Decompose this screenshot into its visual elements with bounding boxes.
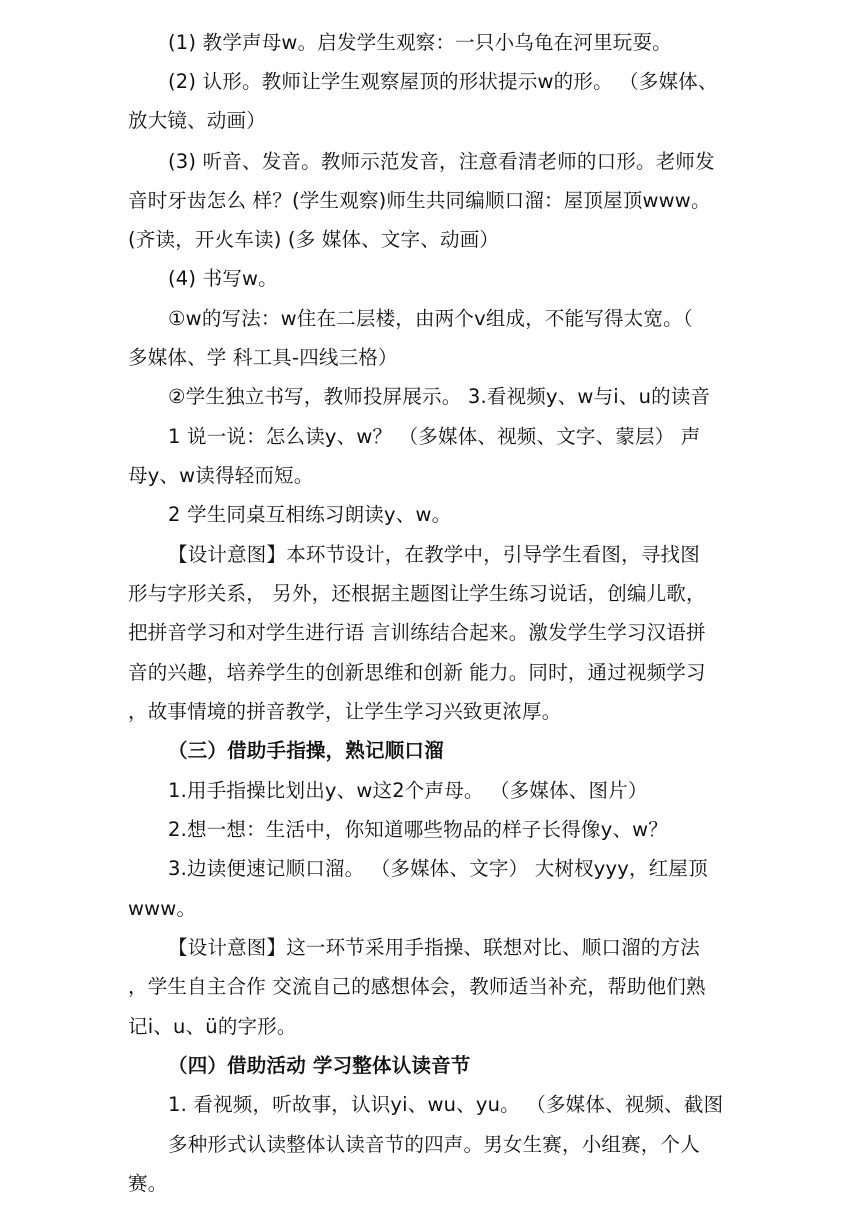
paragraph-line: 音的兴趣，培养学生的创新思维和创新 能力。同时，通过视频学习 [128, 661, 706, 684]
paragraph-line: 音时牙齿怎么 样？(学生观察)师生共同编顺口溜：屋顶屋顶www。 [128, 189, 711, 212]
paragraph-line: 形与字形关系， 另外，还根据主题图让学生练习说话，创编儿歌， [128, 582, 706, 605]
paragraph-line: 【设计意图】本环节设计，在教学中，引导学生看图，寻找图 [168, 543, 700, 566]
paragraph-line: 2.想一想：生活中，你知道哪些物品的样子长得像y、w？ [168, 818, 668, 841]
paragraph-line: 【设计意图】这一环节采用手指操、联想对比、顺口溜的方法 [168, 936, 700, 959]
paragraph-line: 记i、u、ü的字形。 [128, 1015, 297, 1038]
paragraph-line: ，故事情境的拼音教学，让学生学习兴致更浓厚。 [128, 700, 562, 723]
paragraph-line: 1. 看视频，听故事，认识yi、wu、yu。 （多媒体、视频、截图 [168, 1093, 724, 1116]
paragraph-line: 多媒体、学 科工具-四线三格） [128, 346, 398, 369]
paragraph-line: 母y、w读得轻而短。 [128, 464, 314, 487]
paragraph-line: (2) 认形。教师让学生观察屋顶的形状提示w的形。 （多媒体、 [168, 70, 718, 93]
paragraph-line: 多种形式认读整体认读音节的四声。男女生赛，小组赛，个人 [168, 1133, 700, 1156]
paragraph-line: 放大镜、动画） [128, 109, 266, 132]
paragraph-line: 把拼音学习和对学生进行语 言训练结合起来。激发学生学习汉语拼 [128, 621, 706, 644]
paragraph-line: (齐读，开火车读) (多 媒体、文字、动画） [128, 228, 500, 251]
paragraph-line: (1) 教学声母w。启发学生观察：一只小乌龟在河里玩耍。 [168, 31, 672, 54]
paragraph-line: www。 [128, 897, 197, 920]
paragraph-line: (4) 书写w。 [168, 267, 278, 290]
paragraph-line: 1 说一说：怎么读y、w？ （多媒体、视频、文字、蒙层） 声 [168, 425, 701, 448]
paragraph-line: ②学生独立书写，教师投屏展示。 3.看视频y、w与i、u的读音 [168, 385, 711, 408]
paragraph-line: 2 学生同桌互相练习朗读y、w。 [168, 503, 452, 526]
paragraph-line: (3) 听音、发音。教师示范发音，注意看清老师的口形。老师发 [168, 150, 715, 173]
paragraph-line: 1.用手指操比划出y、w这2个声母。 （多媒体、图片） [168, 779, 648, 802]
section-heading: （三）借助手指操，熟记顺口溜 [168, 739, 444, 762]
paragraph-line: 3.边读便速记顺口溜。 （多媒体、文字） 大树杈yyy，红屋顶 [168, 857, 708, 880]
paragraph-line: ，学生自主合作 交流自己的感想体会，教师适当补充，帮助他们熟 [128, 975, 706, 998]
paragraph-line: ①w的写法：w住在二层楼，由两个v组成，不能写得太宽。（ [168, 307, 693, 330]
paragraph-line: 赛。 [128, 1172, 168, 1195]
section-heading: （四）借助活动 学习整体认读音节 [168, 1054, 471, 1077]
